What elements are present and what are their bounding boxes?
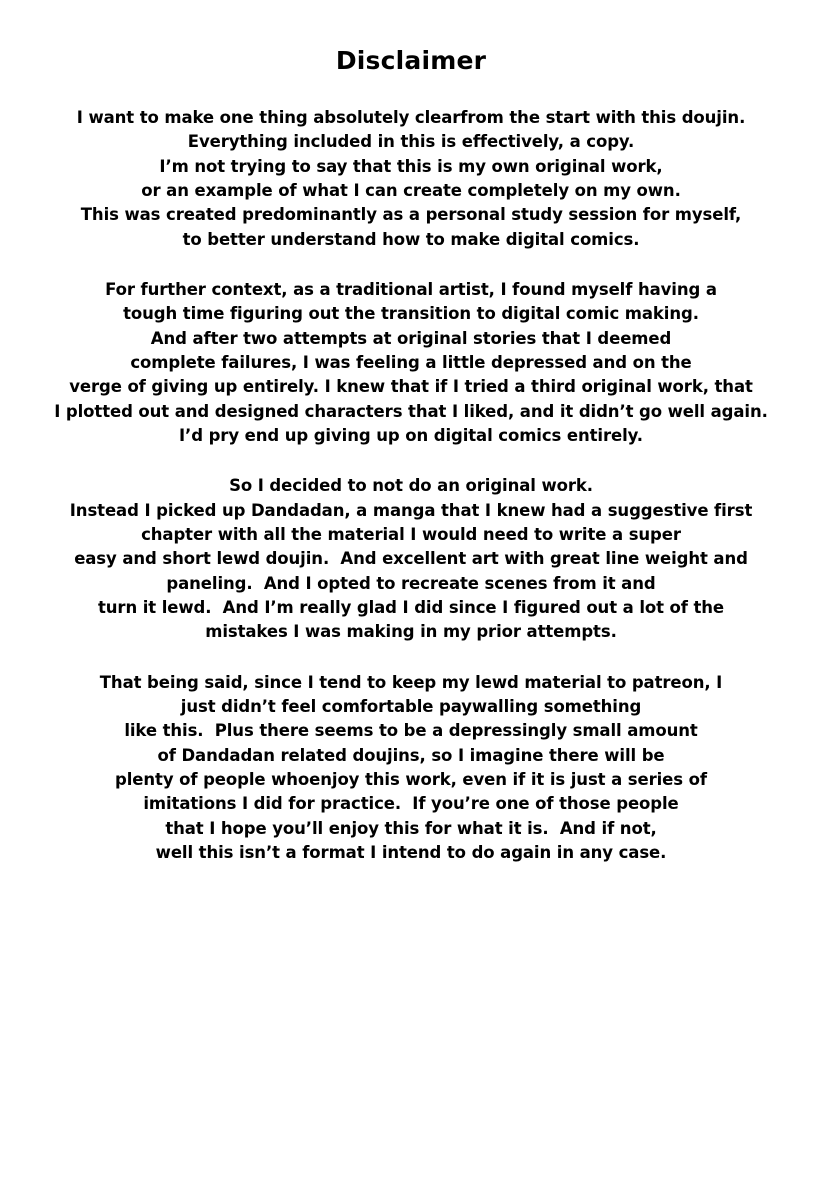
- text-line: to better understand how to make digital comics.: [182, 229, 640, 249]
- text-line: easy and short lewd doujin. And excellent art with great line weight and: [74, 549, 748, 569]
- text-line: well this isn’t a format I intend to do again in any case.: [155, 842, 667, 862]
- paragraph-4: [16, 671, 806, 866]
- text-line: Everything included in this is effectively, a copy.: [187, 132, 635, 152]
- text-line: Instead I picked up Dandadan, a manga that I knew had a suggestive first: [69, 500, 753, 520]
- text-line: I’m not trying to say that this is my own original work,: [159, 156, 663, 176]
- text-line: turn it lewd. And I’m really glad I did since I figured out a lot of the: [97, 597, 725, 617]
- page-title: Disclaimer: [335, 46, 487, 75]
- text-line: of Dandadan related doujins, so I imagine there will be: [157, 745, 665, 765]
- text-line: That being said, since I tend to keep my lewd material to patreon, I: [99, 672, 723, 692]
- text-line: plenty of people whoenjoy this work, even if it is just a series of: [115, 769, 707, 789]
- text-line: like this. Plus there seems to be a depressingly small amount: [124, 721, 698, 741]
- text-line: For further context, as a traditional artist, I found myself having a: [105, 279, 717, 299]
- text-line: And after two attempts at original stories that I deemed: [150, 328, 672, 348]
- text-line: imitations I did for practice. If you’re one of those people: [143, 794, 679, 814]
- text-line: So I decided to not do an original work.: [229, 476, 593, 496]
- text-line: complete failures, I was feeling a little depressed and on the: [130, 352, 692, 372]
- text-line: mistakes I was making in my prior attempts.: [205, 622, 617, 642]
- text-line: that I hope you’ll enjoy this for what it is. And if not,: [165, 818, 657, 838]
- text-line: or an example of what I can create completely on my own.: [141, 180, 681, 200]
- text-line: This was created predominantly as a personal study session for myself,: [80, 205, 742, 225]
- paragraph-2: [16, 278, 806, 448]
- text-line: chapter with all the material I would need to write a super: [141, 524, 681, 544]
- text-line: paneling. And I opted to recreate scenes from it and: [166, 573, 656, 593]
- text-line: I want to make one thing absolutely clearfrom the start with this doujin.: [76, 108, 746, 127]
- text-line: I’d pry end up giving up on digital comics entirely.: [179, 425, 643, 445]
- paragraph-3: [16, 474, 806, 644]
- text-line: tough time figuring out the transition to digital comic making.: [123, 304, 699, 324]
- text-line: I plotted out and designed characters that I liked, and it didn’t go well again.: [54, 401, 768, 421]
- paragraph-1: [16, 106, 806, 252]
- text-line: verge of giving up entirely. I knew that if I tried a third original work, that: [69, 377, 753, 397]
- text-line: just didn’t feel comfortable paywalling something: [180, 696, 642, 716]
